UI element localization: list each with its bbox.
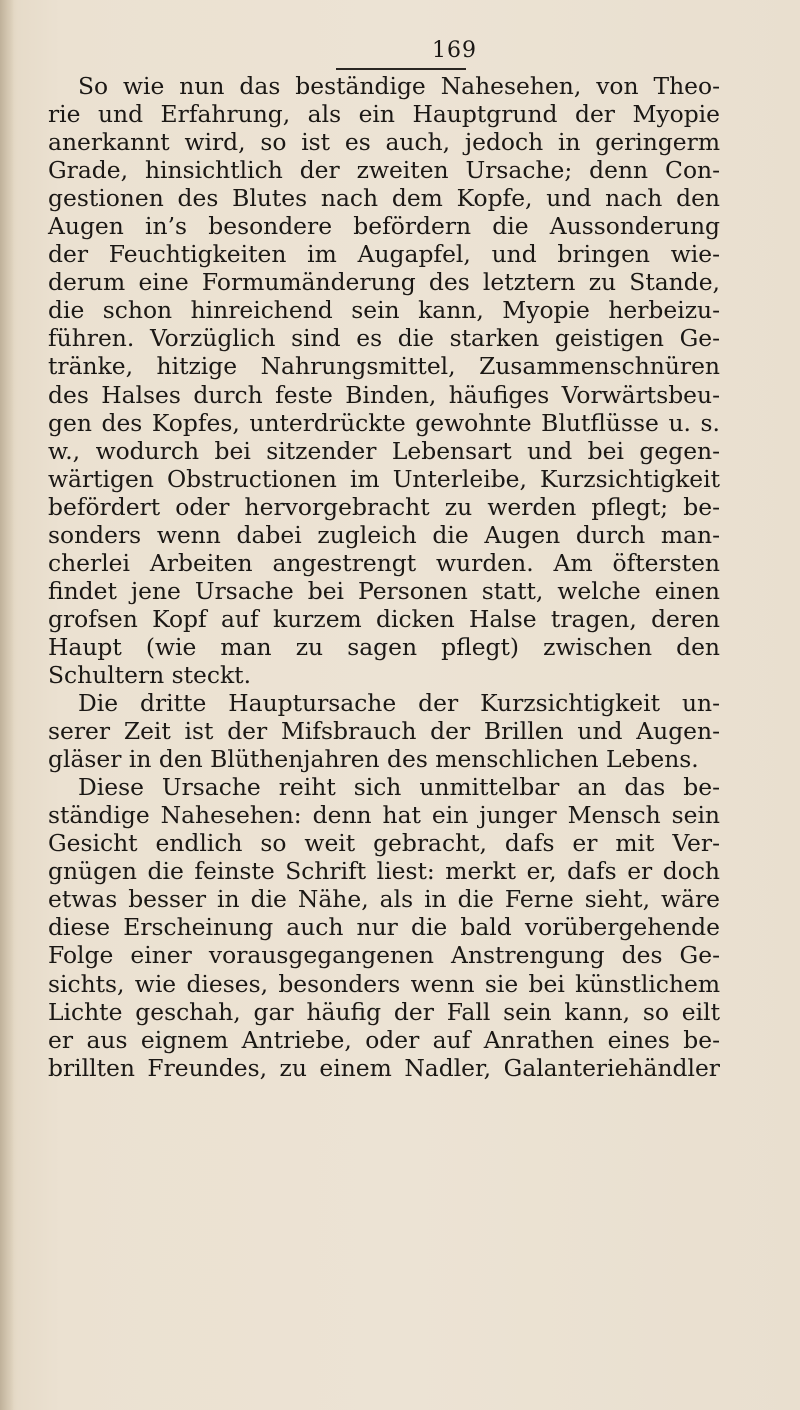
text-line: Haupt (wie man zu sagen pflegt) zwischen den [48, 632, 720, 661]
text-line: Gesicht endlich so weit gebracht, dafs er mit Ver- [48, 829, 720, 858]
text-line: sonders wenn dabei zugleich die Augen durch man- [48, 520, 720, 549]
header-rule [336, 68, 466, 70]
text-line: ständige Nahesehen: denn hat ein junger Mensch sein [48, 801, 720, 830]
text-line: gestionen des Blutes nach dem Kopfe, und nach den [48, 184, 720, 213]
text-line: w., wodurch bei sitzender Lebensart und bei gegen- [48, 436, 720, 465]
text-line: wärtigen Obstructionen im Unterleibe, Kurzsichtigkeit [48, 464, 720, 493]
text-line: anerkannt wird, so ist es auch, jedoch in geringerm [48, 128, 720, 157]
text-line: diese Erscheinung auch nur die bald vorübergehende [48, 913, 720, 942]
text-line: Die dritte Hauptursache der Kurzsichtigkeit un- [78, 689, 720, 718]
page-number: 169 [432, 38, 477, 63]
text-line: grofsen Kopf auf kurzem dicken Halse tragen, deren [48, 604, 720, 633]
text-line: serer Zeit ist der Mifsbrauch der Brillen und Augen- [48, 717, 720, 746]
text-line: tränke, hitzige Nahrungsmittel, Zusammenschnüren [48, 352, 720, 381]
text-line: derum eine Formumänderung des letztern zu Stande, [48, 268, 720, 297]
text-line: der Feuchtigkeiten im Augapfel, und bringen wie- [48, 240, 720, 269]
text-line: brillten Freundes, zu einem Nadler, Galanteriehändler [48, 1053, 720, 1082]
text-line: Grade, hinsichtlich der zweiten Ursache; denn Con- [48, 156, 720, 185]
text-line: Folge einer vorausgegangenen Anstrengung des Ge- [48, 941, 720, 970]
text-line: gnügen die feinste Schrift liest: merkt er, dafs er doch [48, 857, 720, 886]
text-line: gläser in den Blüthenjahren des menschlichen Lebens. [48, 745, 699, 774]
body-text [48, 72, 720, 1082]
binding-edge [0, 0, 14, 1410]
text-line: Diese Ursache reiht sich unmittelbar an das be- [78, 773, 720, 802]
text-line: Augen in’s besondere befördern die Aussonderung [48, 212, 720, 241]
text-line: befördert oder hervorgebracht zu werden pflegt; be- [48, 492, 720, 521]
text-line: des Halses durch feste Binden, häufiges Vorwärtsbeu- [48, 380, 720, 409]
text-line: rie und Erfahrung, als ein Hauptgrund der Myopie [48, 100, 720, 129]
text-line: cherlei Arbeiten angestrengt wurden. Am öftersten [48, 548, 720, 577]
text-line: findet jene Ursache bei Personen statt, welche einen [48, 576, 720, 605]
text-line: Lichte geschah, gar häufig der Fall sein kann, so eilt [48, 997, 720, 1026]
text-line: sichts, wie dieses, besonders wenn sie bei künstlichem [48, 969, 720, 998]
text-line: führen. Vorzüglich sind es die starken geistigen Ge- [48, 324, 720, 353]
text-line: er aus eignem Antriebe, oder auf Anrathen eines be- [48, 1025, 720, 1054]
text-line: die schon hinreichend sein kann, Myopie herbeizu- [48, 296, 720, 325]
text-line: Schultern steckt. [48, 660, 252, 689]
text-line: So wie nun das beständige Nahesehen, von Theo- [78, 72, 720, 100]
text-line: gen des Kopfes, unterdrückte gewohnte Blutflüsse u. s. [48, 408, 720, 437]
text-line: etwas besser in die Nähe, als in die Ferne sieht, wäre [48, 885, 720, 914]
